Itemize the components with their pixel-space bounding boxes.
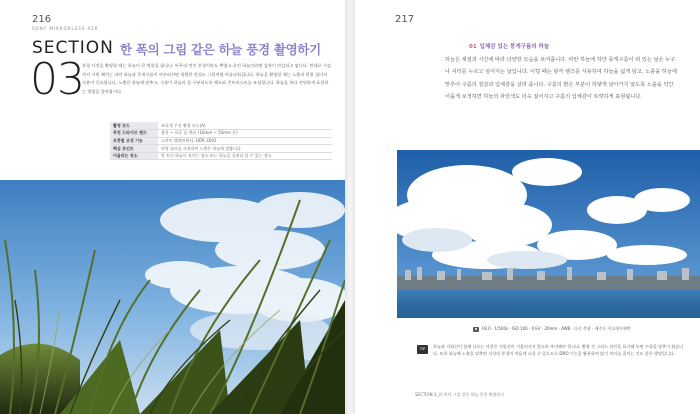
table-row xyxy=(110,145,332,153)
grass-sky-photo xyxy=(0,180,345,414)
table-key: 핵심 포인트 xyxy=(110,145,158,153)
table-row xyxy=(110,152,332,160)
sub-heading xyxy=(469,42,549,50)
section-title: 한 폭의 그림 같은 하늘 풍경 촬영하기 xyxy=(120,42,321,57)
table-value: 스마트 텔레컨버터, HDR, DRO xyxy=(158,137,332,145)
grass-sky-illustration xyxy=(0,180,345,414)
table-value: 조리개 우선 촬영 모드(A) xyxy=(158,122,332,130)
table-value: 탁 트인 하늘이 보이는 장소 또는 하늘을 올려다 볼 수 있는 장소 xyxy=(158,152,332,160)
shooting-info-table xyxy=(110,122,332,160)
tip-text: 하늘과 지평선이 함께 나오는 사진은 지평선이 기울어지지 않도록 주의해야 합니다. 촬영 전 그리드 라인을 표시해 두면 수평을 맞추기 쉽습니다. 또한 하늘에 노출을 맞추면 지상의 풍경이 어둡게 나올 수 있으므로 DRO 기능을 활용하여 밝기 차이를 줄이는 것도 좋은 방법입니다. xyxy=(433,344,684,357)
table-key: 어울리는 장소 xyxy=(110,152,158,160)
seaside-sky-photo xyxy=(397,150,700,318)
table-value: 광각 ~ 표준 줌 렌즈 (16mm ~ 55mm 등) xyxy=(158,130,332,138)
section-number: 03 xyxy=(30,54,84,105)
table-key: 촬영 모드 xyxy=(110,122,158,130)
exif-info xyxy=(473,326,631,332)
left-page xyxy=(0,0,345,414)
book-gutter xyxy=(345,0,355,414)
table-row xyxy=(110,130,332,138)
page-footer: SECTION 3_한 폭의 그림 같은 하늘 풍경 촬영하기 xyxy=(415,392,505,397)
table-key: 추천 드라이브 렌즈 xyxy=(110,130,158,138)
running-head: SONY MIRRORLESS 456 xyxy=(32,26,99,31)
exif-text: F8.0 · 1/500s · ISO 100 · 0 EV · 20mm · AWB · 다중 측광 · 제주도 이호테우해변 xyxy=(482,326,631,331)
table-key: 보충할 조정 기능 xyxy=(110,137,158,145)
camera-icon xyxy=(473,327,479,332)
tip-badge: TIP xyxy=(417,345,428,354)
sub-heading-text: 입체감 있는 뭉게구름의 하늘 xyxy=(479,44,550,50)
table-row xyxy=(110,137,332,145)
section-label: SECTION xyxy=(32,38,114,58)
right-page xyxy=(355,0,700,414)
sub-heading-number: 01 xyxy=(469,44,477,50)
left-page-number: 216 xyxy=(32,14,52,25)
right-page-number: 217 xyxy=(395,14,415,25)
table-row xyxy=(110,122,332,130)
left-body-text: 풍경 사진을 촬영할 때는 하늘이 큰 역할을 합니다. 아무리 멋진 풍경이라도 뿌옇고 흐린 하늘이라면 감흥이 반감되고 맙니다. 반대로 가슴까지 시원 해지는 파란 하늘과 뭉게구름이 어우러지면 평범한 풍경도 그림처럼 아름다워집니다. 하늘을 촬영할 때는 노출과 편광 필터의 사용이 중요합니다. 노출은 하늘에 맞추고, 구름이 하늘과 잘 구분되도록 채도와 콘트라스트를 조절합니다. 하늘을 보다 선명하게 표현하는 방법을 알아봅시다. xyxy=(82,63,332,94)
right-body-text: 하늘은 계절과 시간에 따라 다양한 모습을 보여줍니다. 파란 하늘에 하얀 뭉게구름이 떠 있는 날은 누구나 셔터를 누르고 싶어지는 날입니다. 이럴 때는 광각 렌즈를 사용하여 하늘을 넓게 담고, 노출을 하늘에 맞추어 구름의 질감과 입체감을 살려 줍니다. 구름의 밝은 부분이 하얗게 날아가지 않도록 노출을 약간 어둡게 보정하면 하늘의 파란색도 더욱 짙어지고 구름의 입체감이 또렷하게 표현됩니다. xyxy=(445,57,677,101)
seaside-illustration xyxy=(397,150,700,318)
table-value: 편광 필터를 사용하여 노출은 하늘에 맞춥니다. xyxy=(158,145,332,153)
